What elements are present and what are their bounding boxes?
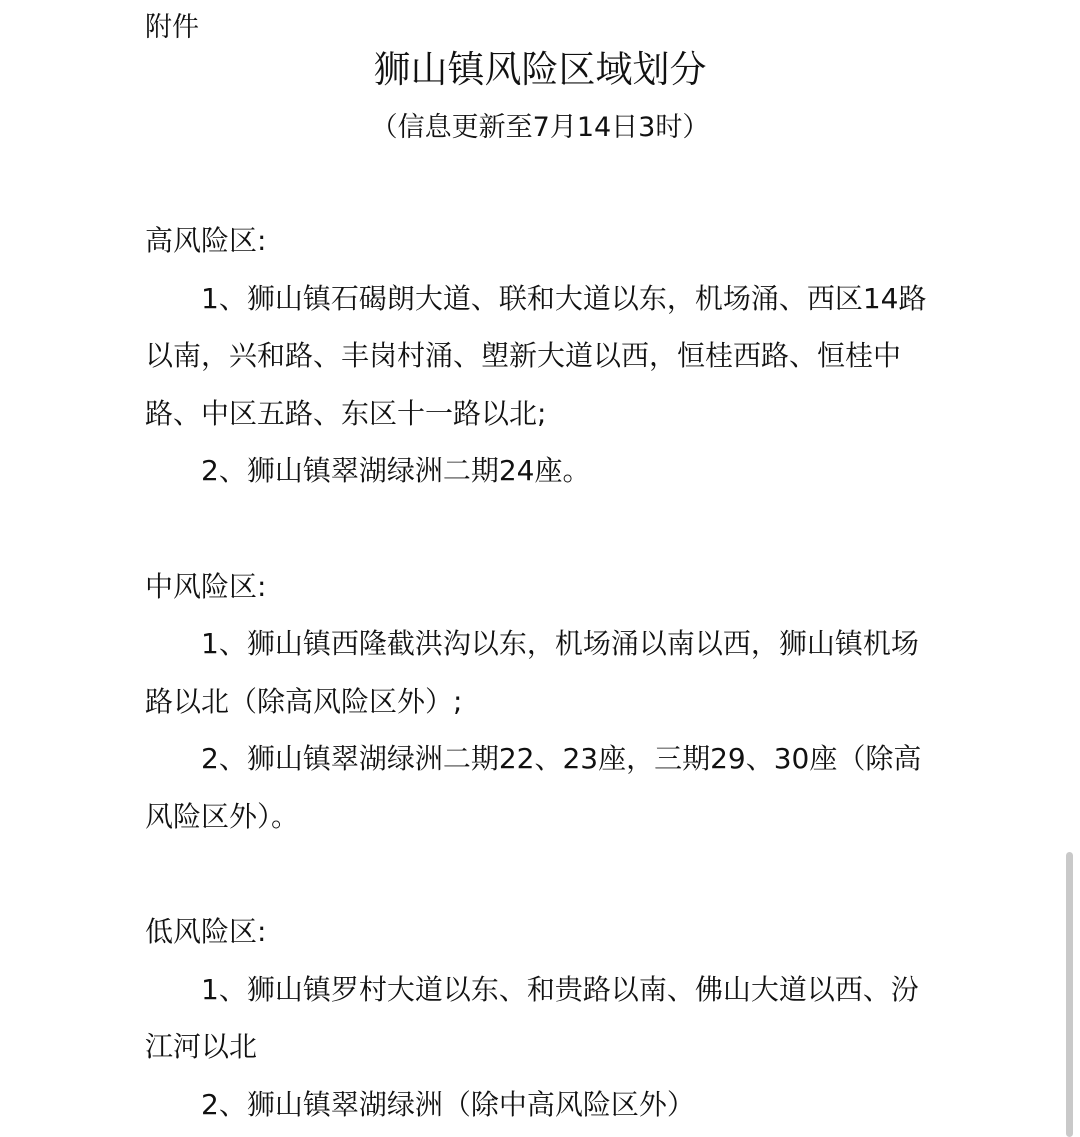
medium-risk-item-2: 2、狮山镇翠湖绿洲二期22、23座，三期29、30座（除高风险区外）。 [145, 742, 922, 833]
vertical-scrollbar[interactable] [1066, 852, 1073, 1137]
high-risk-item-2: 2、狮山镇翠湖绿洲二期24座。 [201, 454, 591, 488]
section-spacer [145, 500, 945, 558]
low-risk-item-1: 1、狮山镇罗村大道以东、和贵路以南、佛山大道以西、汾江河以北 [145, 972, 919, 1064]
document-body [145, 212, 945, 1134]
attachment-label: 附件 [145, 12, 199, 43]
high-risk-item-1: 1、狮山镇石碣朗大道、联和大道以东，机场涌、西区14路以南，兴和路、丰岗村涌、塱新大道以西，恒桂西路、恒桂中路、中区五路、东区十一路以北; [145, 281, 927, 430]
low-risk-item-2: 2、狮山镇翠湖绿洲（除中高风险区外） [201, 1087, 695, 1121]
medium-risk-item-1: 1、狮山镇西隆截洪沟以东，机场涌以南以西，狮山镇机场路以北（除高风险区外）; [145, 627, 919, 718]
document-title: 狮山镇风险区域划分 [373, 48, 707, 91]
low-risk-heading: 低风险区: [145, 915, 267, 949]
update-time-subtitle: （信息更新至7月14日3时） [370, 112, 710, 143]
medium-risk-heading: 中风险区: [145, 569, 267, 603]
high-risk-heading: 高风险区: [145, 224, 267, 257]
section-spacer [145, 846, 945, 904]
